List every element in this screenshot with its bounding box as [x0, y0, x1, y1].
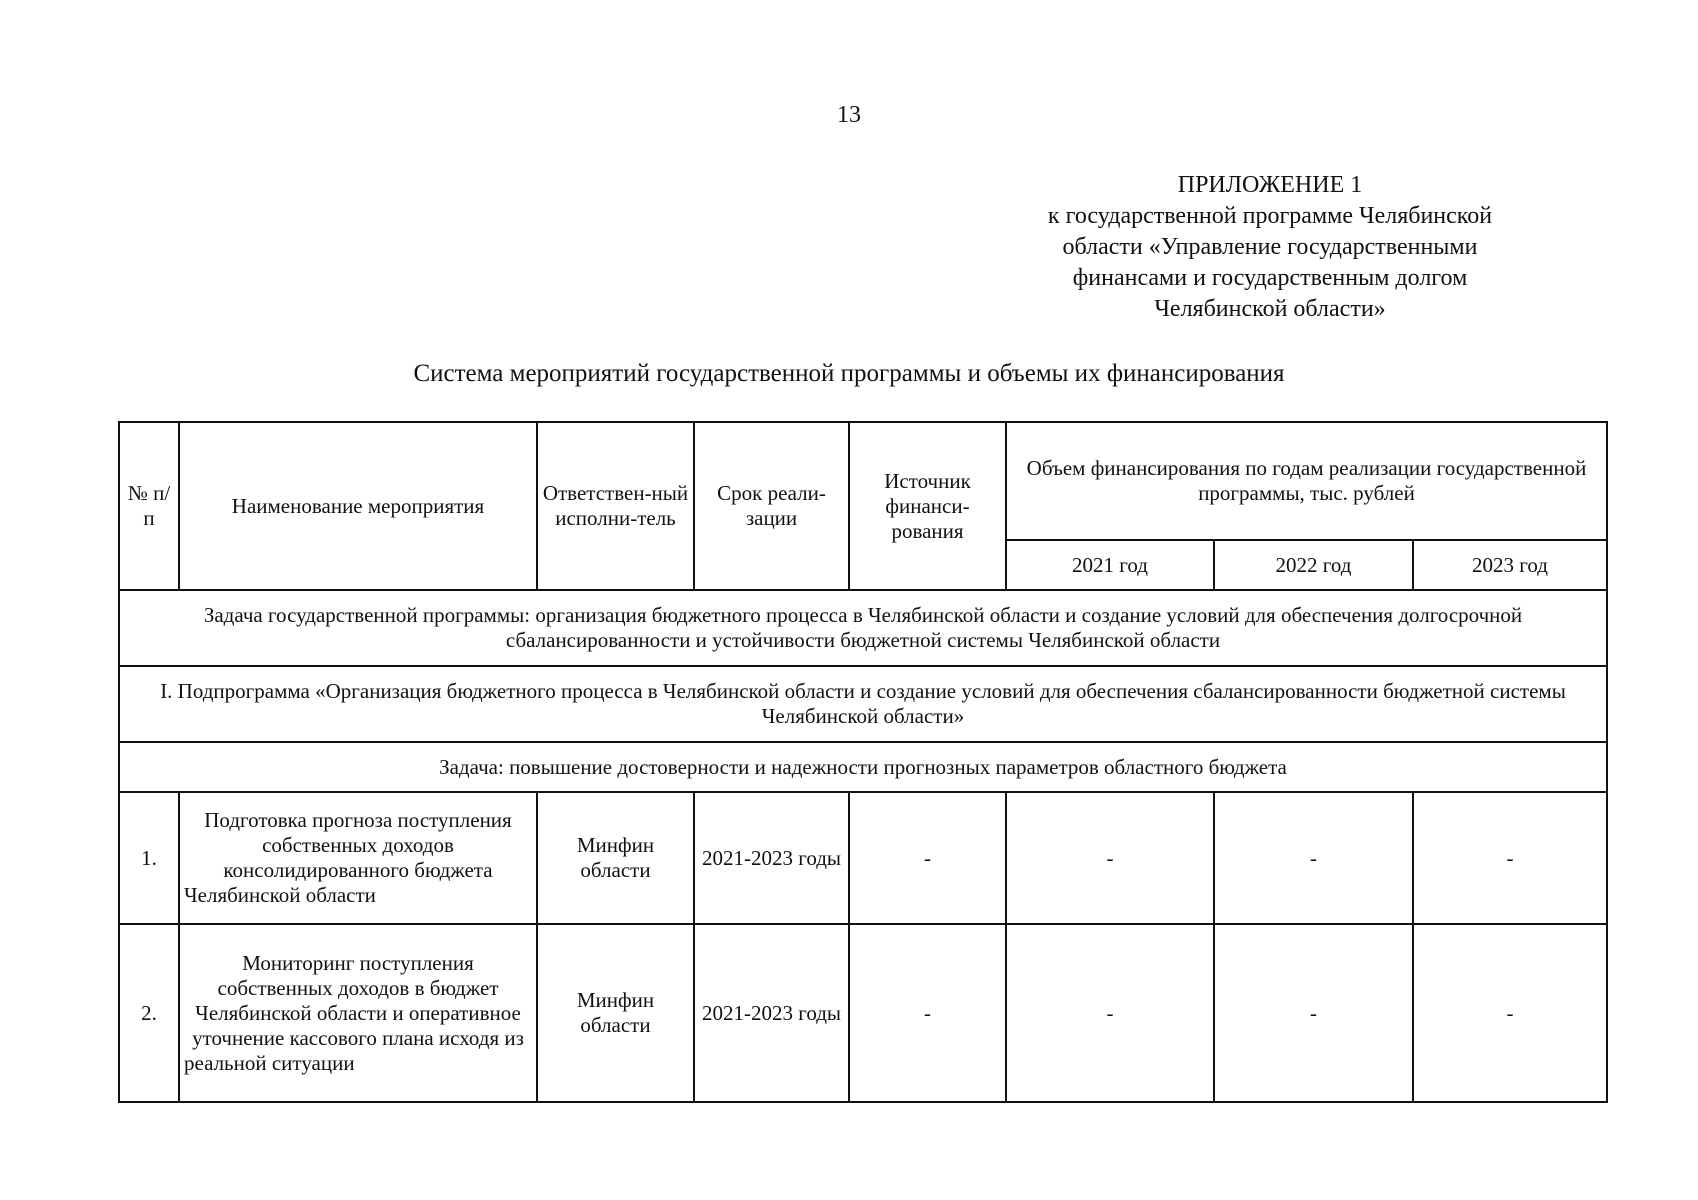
header-year-2021: 2021 год	[1006, 540, 1214, 590]
row-name: Подготовка прогноза поступления собственных доходов консолидированного бюджета Челябинской области	[179, 792, 537, 924]
subprogram-title: I. Подпрограмма «Организация бюджетного процесса в Челябинской области и создание условий для обеспечения сбалансированности бюджетной системы Челябинской области»	[119, 666, 1607, 742]
header-period: Срок реали-зации	[694, 422, 849, 590]
appendix-block	[990, 170, 1550, 325]
header-source: Источник финанси-рования	[849, 422, 1006, 590]
appendix-line: области «Управление государственными	[1062, 234, 1478, 260]
row-value-2023: -	[1413, 792, 1607, 924]
document-title: Система мероприятий государственной программы и объемы их финансирования	[413, 360, 1285, 387]
page-number: 13	[837, 102, 861, 128]
program-task-row	[119, 590, 1607, 666]
program-task: Задача государственной программы: организация бюджетного процесса в Челябинской области и создание условий для обеспечения долгосрочной сбалансированности и устойчивости бюджетной системы Челябинской области	[119, 590, 1607, 666]
subprogram-row	[119, 666, 1607, 742]
row-period: 2021-2023 годы	[694, 924, 849, 1102]
row-num: 1.	[119, 792, 179, 924]
table-row	[119, 792, 1607, 924]
appendix-line: финансами и государственным долгом	[1072, 265, 1468, 291]
appendix-line: Челябинской области»	[1154, 296, 1386, 322]
row-period: 2021-2023 годы	[694, 792, 849, 924]
activities-table	[118, 421, 1608, 1103]
appendix-title: ПРИЛОЖЕНИЕ 1	[1177, 172, 1363, 198]
row-source: -	[849, 924, 1006, 1102]
header-funding: Объем финансирования по годам реализации государственной программы, тыс. рублей	[1006, 422, 1607, 540]
table-row	[119, 924, 1607, 1102]
header-row	[119, 422, 1607, 540]
row-name: Мониторинг поступления собственных доходов в бюджет Челябинской области и оперативное уточнение кассового плана исходя из реальной ситуации	[179, 924, 537, 1102]
row-num: 2.	[119, 924, 179, 1102]
row-source: -	[849, 792, 1006, 924]
row-value-2021: -	[1006, 924, 1214, 1102]
header-num: № п/п	[119, 422, 179, 590]
header-executor: Ответствен-ный исполни-тель	[537, 422, 694, 590]
header-name: Наименование мероприятия	[179, 422, 537, 590]
row-value-2022: -	[1214, 792, 1413, 924]
header-year-2022: 2022 год	[1214, 540, 1413, 590]
subprogram-task: Задача: повышение достоверности и надежности прогнозных параметров областного бюджета	[119, 742, 1607, 792]
row-executor: Минфин области	[537, 924, 694, 1102]
subprogram-task-row	[119, 742, 1607, 792]
appendix-line: к государственной программе Челябинской	[1047, 203, 1493, 229]
row-value-2021: -	[1006, 792, 1214, 924]
row-value-2023: -	[1413, 924, 1607, 1102]
header-year-2023: 2023 год	[1413, 540, 1607, 590]
row-executor: Минфин области	[537, 792, 694, 924]
row-value-2022: -	[1214, 924, 1413, 1102]
